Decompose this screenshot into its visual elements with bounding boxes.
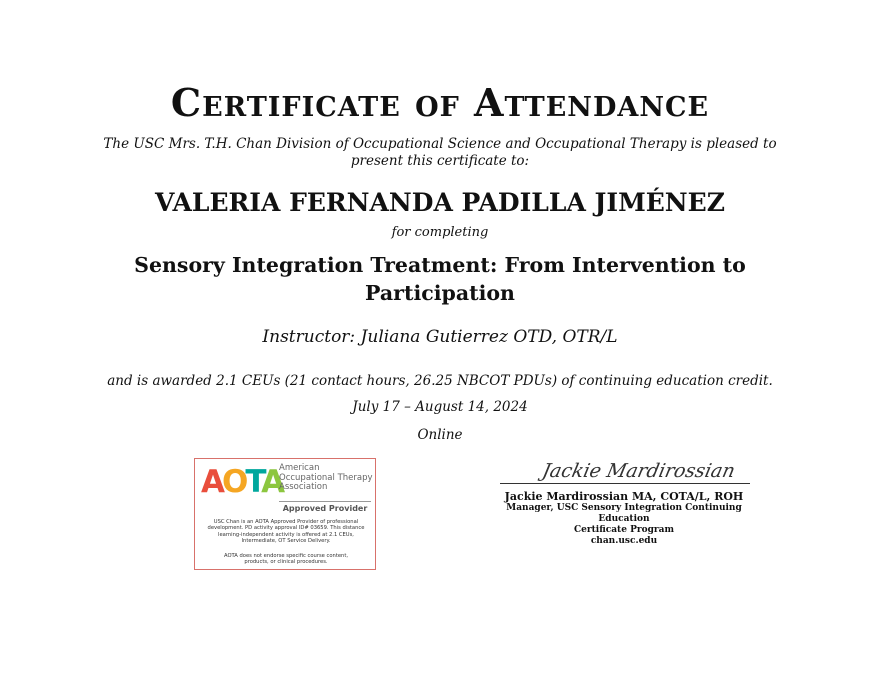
instructor-line: Instructor: Juliana Gutierrez OTD, OTR/L (262, 327, 618, 347)
signer-website: chan.usc.edu (590, 536, 658, 546)
aota-approved-provider-label: Approved Provider (279, 501, 371, 513)
signer-title-line-2: Certificate Program (574, 525, 674, 535)
signer-name: Jackie Mardirossian MA, COTA/L, ROH (504, 490, 744, 503)
credits-line: and is awarded 2.1 CEUs (21 contact hours, 26.25 NBCOT PDUs) of continuing education credit. (107, 373, 773, 389)
certificate-title: Certificate of Attendance (170, 80, 710, 125)
signer-title-line-1: Manager, USC Sensory Integration Continuing Education (506, 503, 742, 524)
aota-approval-statement: USC Chan is an AOTA Approved Provider of professional development. PD activity approval ID# 03659. This distance learning-independent activity is offered at 2.1 CEUs, Intermediate, OT Service Delivery. (207, 519, 365, 545)
certificate-intro: The USC Mrs. T.H. Chan Division of Occupational Science and Occupational Therapy is pleased to present this certificate to: (103, 136, 777, 169)
aota-organization-name: American Occupational Therapy Association (279, 463, 373, 492)
for-completing-text: for completing (391, 225, 489, 240)
recipient-name: VALERIA FERNANDA PADILLA JIMÉNEZ (155, 188, 725, 217)
aota-logo-letter-a: A (201, 464, 222, 500)
signature-line (500, 483, 750, 484)
aota-logo (201, 463, 283, 500)
aota-approved-provider-badge (194, 458, 376, 570)
format-line: Online (417, 427, 463, 443)
dates-line: July 17 – August 14, 2024 (352, 399, 528, 415)
signer-block (488, 490, 760, 547)
aota-disclaimer: AOTA does not endorse specific course content, products, or clinical procedures. (223, 553, 349, 566)
aota-logo-letter-t: T (245, 464, 262, 500)
svg-text:AOTA (201, 464, 285, 500)
course-title: Sensory Integration Treatment: From Intervention to Participation (134, 253, 746, 305)
aota-logo-letter-o: O (222, 464, 246, 500)
aota-logo-letter-a2: A (261, 464, 283, 500)
svg-text:Jackie Mardirossian: Jackie Mardirossian (540, 459, 738, 482)
